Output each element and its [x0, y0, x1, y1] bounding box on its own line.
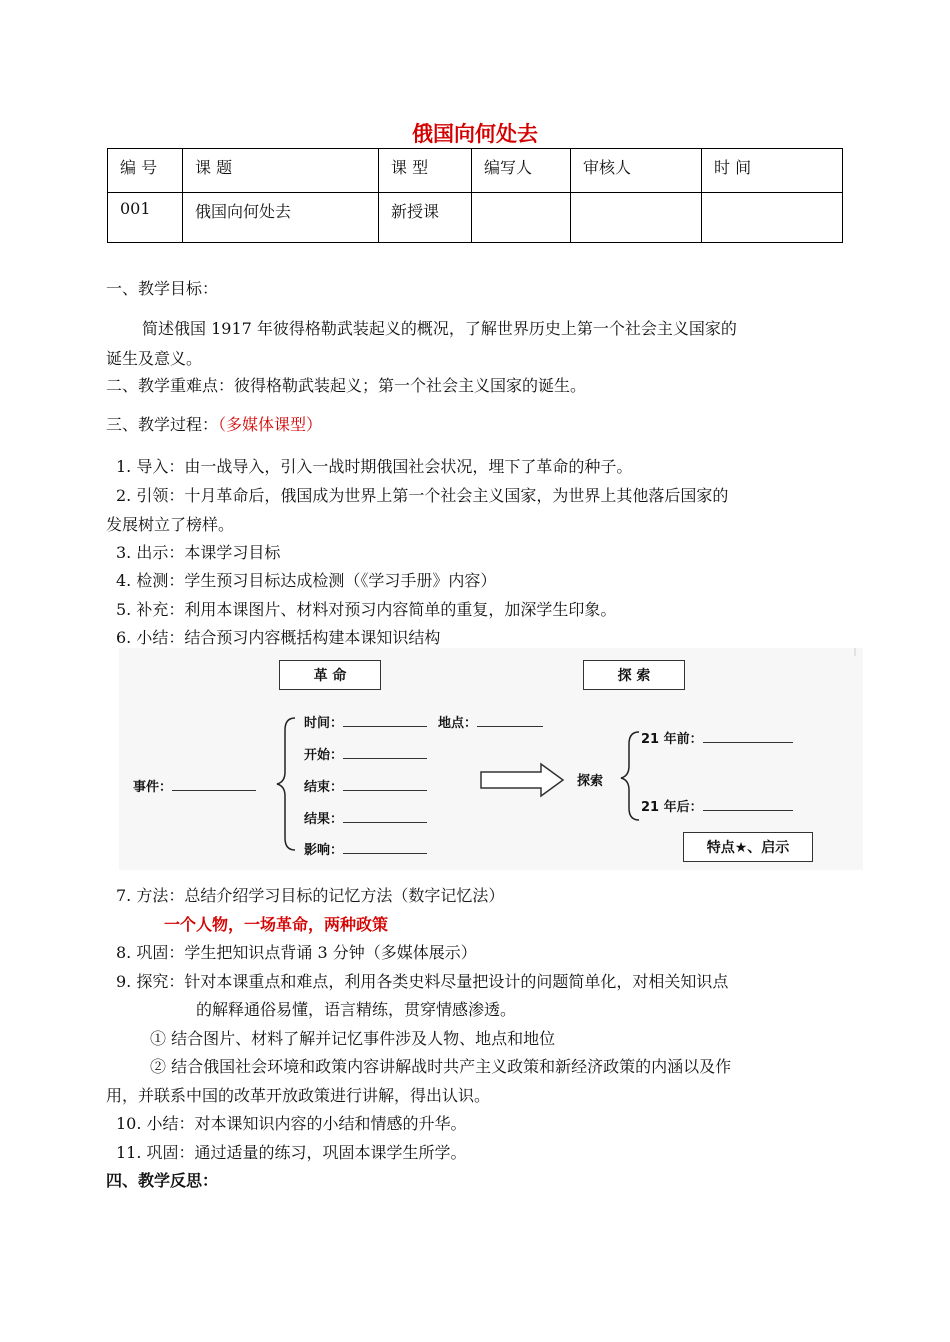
value-cell: [702, 193, 843, 243]
step-4: 4. 检测：学生预习目标达成检测（《学习手册》内容）: [116, 571, 497, 590]
value-cell: 001: [108, 193, 183, 243]
step-9-item2: ② 结合俄国社会环境和政策内容讲解战时共产主义政策和新经济政策的内涵以及作: [150, 1057, 732, 1076]
box-revolution: 革 命: [279, 660, 381, 690]
header-cell: 审核人: [571, 149, 702, 193]
table-header-row: [108, 149, 843, 193]
step-8: 8. 巩固：学生把知识点背诵 3 分钟（多媒体展示）: [116, 943, 477, 962]
header-cell: 时 间: [702, 149, 843, 193]
step-7: 7. 方法：总结介绍学习目标的记忆方法（数字记忆法）: [116, 886, 505, 905]
end-label: 结束：: [304, 776, 427, 795]
explore-label: 探索: [577, 774, 604, 789]
step-2-cont: 发展树立了榜样。: [106, 515, 235, 534]
value-cell: 新授课: [379, 193, 472, 243]
section3-heading-text: 三、教学过程：: [106, 415, 219, 434]
step-10: 10. 小结：对本课知识内容的小结和情感的升华。: [116, 1114, 467, 1133]
value-cell: 俄国向何处去: [183, 193, 379, 243]
step-3: 3. 出示：本课学习目标: [116, 543, 281, 562]
header-cell: 课 型: [379, 149, 472, 193]
before-21-label: 21 年前：: [641, 728, 793, 747]
box-features: 特点★、启示: [683, 832, 813, 862]
section2-text: 二、教学重难点：彼得格勒武装起义；第一个社会主义国家的诞生。: [106, 376, 587, 395]
step-11: 11. 巩固：通过适量的练习，巩固本课学生所学。: [116, 1143, 467, 1162]
memory-phrase: 一个人物，一场革命，两种政策: [164, 915, 389, 934]
result-label: 结果：: [304, 808, 427, 827]
after-21-label: 21 年后：: [641, 796, 793, 815]
info-table: [107, 148, 843, 243]
section4-heading: 四、教学反思：: [106, 1171, 219, 1190]
step-2: 2. 引领：十月革命后，俄国成为世界上第一个社会主义国家，为世界上其他落后国家的: [116, 486, 729, 505]
header-cell: 课 题: [183, 149, 379, 193]
value-cell: [571, 193, 702, 243]
section1-heading: 一、教学目标：: [106, 279, 219, 298]
section1-text-line1: 简述俄国 1917 年彼得格勒武装起义的概况，了解世界历史上第一个社会主义国家的: [142, 319, 737, 338]
event-label: 事件：: [133, 776, 256, 795]
step-6: 6. 小结：结合预习内容概括构建本课知识结构: [116, 628, 441, 647]
step-9-item1: ① 结合图片、材料了解并记忆事件涉及人物、地点和地位: [150, 1029, 556, 1048]
header-cell: 编 号: [108, 149, 183, 193]
knowledge-structure-diagram: [119, 648, 863, 870]
time-label: 时间：: [304, 712, 427, 731]
document-title: 俄国向何处去: [412, 122, 538, 146]
section1-text-line2: 诞生及意义。: [106, 349, 203, 368]
section3-heading: [106, 412, 322, 435]
box-explore: 探 索: [583, 660, 685, 690]
step-9: 9. 探究：针对本课重点和难点，利用各类史料尽量把设计的问题简单化，对相关知识点: [116, 972, 729, 991]
place-label: 地点：: [438, 712, 543, 731]
step-9-cont: 的解释通俗易懂，语言精练，贯穿情感渗透。: [196, 1000, 517, 1019]
value-cell: [472, 193, 571, 243]
step-9-item2-cont: 用，并联系中国的改革开放政策进行讲解，得出认识。: [106, 1086, 491, 1105]
step-1: 1. 导入：由一战导入，引入一战时期俄国社会状况，埋下了革命的种子。: [116, 457, 633, 476]
table-row: [108, 193, 843, 243]
impact-label: 影响：: [304, 839, 427, 858]
section3-note: （多媒体课型）: [218, 415, 323, 434]
step-5: 5. 补充：利用本课图片、材料对预习内容简单的重复，加深学生印象。: [116, 600, 617, 619]
start-label: 开始：: [304, 744, 427, 763]
header-cell: 编写人: [472, 149, 571, 193]
